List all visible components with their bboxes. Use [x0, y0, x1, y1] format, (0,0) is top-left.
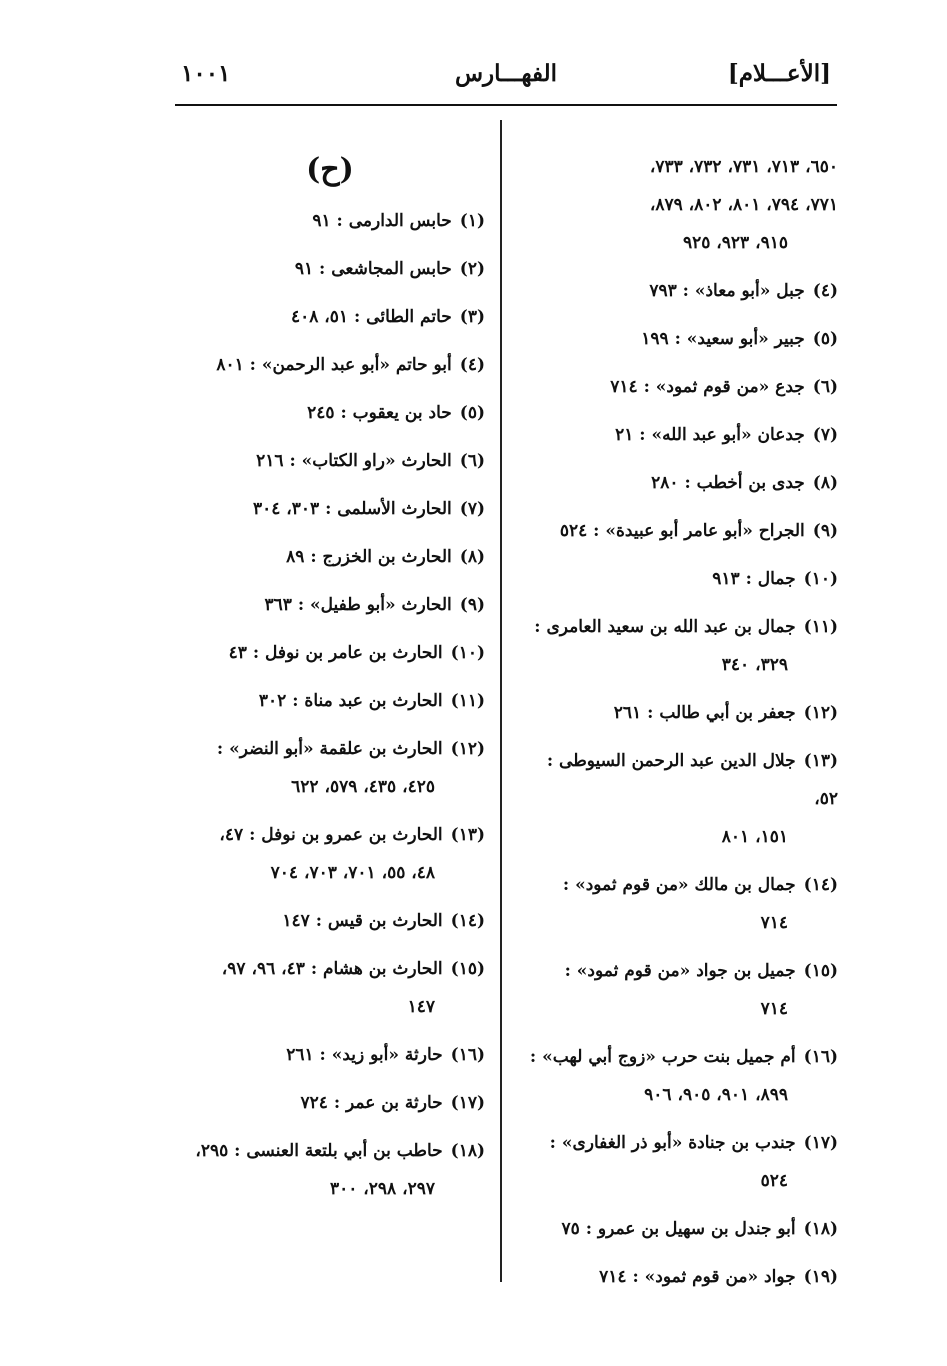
entry-number: (٥)	[812, 329, 838, 349]
section-name: [الأعـــلام]	[727, 60, 831, 87]
entry-text: جدعان «أبو عبد الله» : ٢١	[615, 425, 805, 445]
entry-number: (١٥)	[450, 959, 485, 979]
index-entry	[520, 1258, 838, 1296]
index-entry	[520, 1210, 838, 1248]
index-entry	[520, 608, 838, 684]
entry-number: (١٣)	[450, 825, 485, 845]
entry-text: حارثة «أبو زيد» : ٢٦١	[286, 1045, 443, 1065]
entry-text: الحارث «أبو طفيل» : ٣٦٣	[264, 595, 452, 615]
entry-number: (١٣)	[803, 751, 838, 771]
entry-text: أبو جندل بن سهيل بن عمرو : ٧٥	[561, 1219, 796, 1239]
entry-number: (٤)	[812, 281, 838, 301]
index-entry	[520, 464, 838, 502]
entry-number: (١٤)	[803, 875, 838, 895]
column-divider	[500, 120, 502, 1282]
right-column	[520, 148, 838, 1296]
entry-number: (١٢)	[803, 703, 838, 723]
index-entry	[175, 202, 485, 240]
letter-heading: (ح)	[306, 152, 354, 187]
page-header	[175, 58, 837, 98]
entry-number: (١١)	[450, 691, 485, 711]
continuation-line: ٧٧١، ٧٩٤، ٨٠١، ٨٠٢، ٨٧٩،	[649, 195, 838, 215]
entry-text: الحارث بن علقمة «أبو النضر» :	[216, 739, 443, 759]
index-entry	[175, 442, 485, 480]
continuation-line: ٩١٥، ٩٢٣، ٩٢٥	[682, 233, 788, 253]
index-entry	[520, 694, 838, 732]
entry-text: جبير «أبو سعيد» : ١٩٩	[641, 329, 805, 349]
entry-number: (١٩)	[803, 1267, 838, 1287]
index-entry	[520, 272, 838, 310]
index-entry	[175, 682, 485, 720]
entry-continuation: ٥٢٤	[760, 1171, 788, 1191]
entry-continuation: ٢٩٧، ٢٩٨، ٣٠٠	[329, 1179, 435, 1199]
entry-text: الحارث بن عمرو بن نوفل : ٤٧،	[219, 825, 443, 845]
continuation-line: ٦٥٠، ٧١٣، ٧٣١، ٧٣٢، ٧٣٣،	[649, 157, 838, 177]
index-entry	[175, 1132, 485, 1208]
entry-text: حاطب بن أبي بلتعة العنسى : ٢٩٥،	[195, 1141, 443, 1161]
entry-text: الحارث بن عامر بن نوفل : ٤٣	[228, 643, 443, 663]
entry-continuation: ٧١٤	[760, 913, 788, 933]
entry-number: (١٥)	[803, 961, 838, 981]
entry-number: (١٧)	[450, 1093, 485, 1113]
entry-number: (٩)	[812, 521, 838, 541]
entry-continuation: ٣٢٩، ٣٤٠	[721, 655, 788, 675]
entry-number: (١)	[459, 211, 485, 231]
entry-number: (١٨)	[450, 1141, 485, 1161]
entry-number: (١٨)	[803, 1219, 838, 1239]
entry-number: (١١)	[803, 617, 838, 637]
entry-text: حاد بن يعقوب : ٢٤٥	[307, 403, 452, 423]
entry-text: الحارث بن الخزرج : ٨٩	[286, 547, 452, 567]
index-entry	[175, 634, 485, 672]
entry-number: (٨)	[459, 547, 485, 567]
header-rule	[175, 104, 837, 106]
entry-text: جمال : ٩١٣	[712, 569, 796, 589]
entry-text: الجراح «أبو عامر أبو عبيدة» : ٥٢٤	[559, 521, 805, 541]
entry-number: (٦)	[459, 451, 485, 471]
entry-text: حابس المجاشعى : ٩١	[294, 259, 452, 279]
index-entry	[175, 730, 485, 806]
entry-number: (١٠)	[450, 643, 485, 663]
entry-number: (١٢)	[450, 739, 485, 759]
entry-text: أبو حاتم «أبو عبد الرحمن» : ٨٠١	[216, 355, 452, 375]
entry-text: الحارث «راو الكتاب» : ٢١٦	[256, 451, 452, 471]
index-entry	[175, 586, 485, 624]
index-entry	[175, 538, 485, 576]
entry-continuation: ٨٩٩، ٩٠١، ٩٠٥، ٩٠٦	[644, 1085, 788, 1105]
index-entry	[520, 368, 838, 406]
index-entry	[520, 952, 838, 1028]
entry-text: جميل بن جواد «من قوم ثمود» :	[564, 961, 796, 981]
entry-text: الحارث بن هشام : ٤٣، ٩٦، ٩٧،	[221, 959, 443, 979]
entry-text: حاتم الطائى : ٥١، ٤٠٨	[290, 307, 452, 327]
entry-text: جبل «أبو معاذ» : ٧٩٣	[649, 281, 805, 301]
index-entry	[520, 742, 838, 856]
page-number: ١٠٠١	[181, 60, 231, 87]
entry-number: (١٤)	[450, 911, 485, 931]
entry-number: (٦)	[812, 377, 838, 397]
index-entry	[520, 866, 838, 942]
index-entry	[175, 298, 485, 336]
index-entry	[520, 1124, 838, 1200]
entry-text: الحارث الأسلمى : ٣٠٣، ٣٠٤	[252, 499, 452, 519]
index-entry	[175, 346, 485, 384]
entry-continuation: ٧١٤	[760, 999, 788, 1019]
entry-number: (٢)	[459, 259, 485, 279]
entry-text: الحارث بن عبد مناة : ٣٠٢	[258, 691, 443, 711]
entry-continuation: ٤٢٥، ٤٣٥، ٥٧٩، ٦٢٢	[291, 777, 435, 797]
index-entry	[175, 1036, 485, 1074]
entry-number: (٧)	[459, 499, 485, 519]
entry-text: الحارث بن قيس : ١٤٧	[282, 911, 443, 931]
entry-text: حابس الدارمى : ٩١	[312, 211, 452, 231]
entry-number: (٩)	[459, 595, 485, 615]
index-entry	[520, 1038, 838, 1114]
entry-text: جواد «من قوم ثمود» : ٧١٤	[599, 1267, 796, 1287]
entry-number: (٧)	[812, 425, 838, 445]
index-entry	[175, 816, 485, 892]
index-entry	[520, 320, 838, 358]
index-entry	[175, 950, 485, 1026]
entry-text: جدع «من قوم ثمود» : ٧١٤	[610, 377, 805, 397]
running-title: الفهـــارس	[454, 60, 558, 87]
entry-text: أم جميل بنت حرب «زوج أبي لهب» :	[529, 1047, 796, 1067]
entry-continuation: ١٥١، ٨٠١	[721, 827, 788, 847]
index-entry	[175, 1084, 485, 1122]
entry-continuation: ١٤٧	[407, 997, 435, 1017]
index-entry	[520, 416, 838, 454]
index-entry	[175, 250, 485, 288]
entry-text: جمال بن عبد الله بن سعيد العامرى :	[534, 617, 796, 637]
left-column	[175, 148, 485, 1208]
entry-number: (٤)	[459, 355, 485, 375]
entry-text: جعفر بن أبي طالب : ٢٦١	[613, 703, 796, 723]
entry-number: (٣)	[459, 307, 485, 327]
entry-number: (١٦)	[803, 1047, 838, 1067]
entry-text: جمال بن مالك «من قوم ثمود» :	[562, 875, 796, 895]
entry-number: (٥)	[459, 403, 485, 423]
index-entry	[175, 902, 485, 940]
index-entry	[520, 512, 838, 550]
entry-text: جدى بن أخطب : ٢٨٠	[651, 473, 805, 493]
index-entry	[175, 394, 485, 432]
entry-text: حارثة بن عمر : ٧٢٤	[300, 1093, 443, 1113]
index-entry	[520, 560, 838, 598]
entry-number: (١٦)	[450, 1045, 485, 1065]
entry-text: جلال الدين عبد الرحمن السيوطى : ٥٢،	[546, 751, 838, 809]
entry-number: (١٠)	[803, 569, 838, 589]
entry-continuation: ٤٨، ٥٥، ٧٠١، ٧٠٣، ٧٠٤	[270, 863, 435, 883]
entry-number: (١٧)	[803, 1133, 838, 1153]
entry-number: (٨)	[812, 473, 838, 493]
index-entry	[175, 490, 485, 528]
entry-text: جندب بن جنادة «أبو ذر الغفارى» :	[549, 1133, 796, 1153]
